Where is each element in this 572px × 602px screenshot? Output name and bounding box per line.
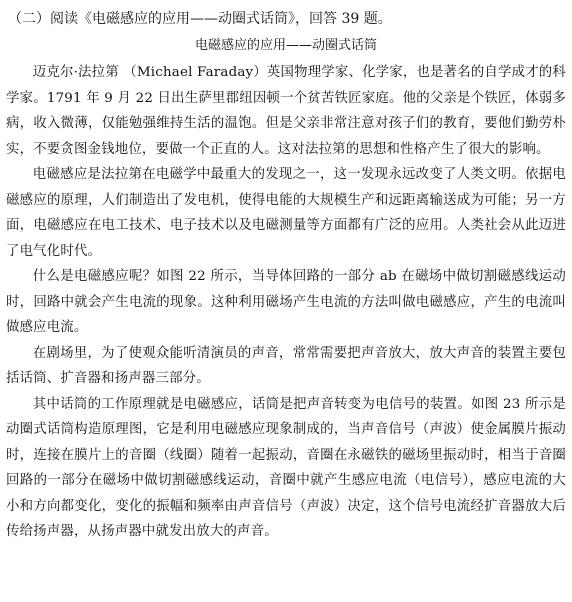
- paragraph-faraday-bio: 迈克尔·法拉第 （Michael Faraday）英国物理学家、化学家，也是著名的自学成才的科学家。1791 年 9 月 22 日出生萨里郡纽因顿一个贫苦铁匠家庭。他的父亲是个铁匠，体弱多病，收入微薄，仅能勉强维持生活的温饱。但是父亲非常注意对孩子们的教育，要他们勤劳朴实，不要贪图金钱地位，要做一个正直的人。这对法拉第的思想和性格产生了很大的影响。: [6, 65, 566, 157]
- paragraph-induction-importance: 电磁感应是法拉第在电磁学中最重大的发现之一，这一发现永远改变了人类文明。依据电磁感应的原理，人们制造出了发电机，使得电能的大规模生产和远距离输送成为可能；另一方面，电磁感应在电工技术、电子技术以及电磁测量等方面都有广泛的应用。人类社会从此迈进了电气化时代。: [6, 167, 566, 259]
- question-heading: （二）阅读《电磁感应的应用——动圈式话筒》，回答 39 题。: [8, 11, 392, 27]
- paragraph-induction-definition: 什么是电磁感应呢？如图 22 所示，当导体回路的一部分 ab 在磁场中做切割磁感线运动时，回路中就会产生电流的现象。这种利用磁场产生电流的方法叫做电磁感应，产生的电流叫做感应电流。: [6, 269, 566, 335]
- paragraph-microphone-principle: 其中话筒的工作原理就是电磁感应，话筒是把声音转变为电信号的装置。如图 23 所示是动圈式话筒构造原理图，它是利用电磁感应现象制成的，当声音信号（声波）使金属膜片振动时，连接在膜片上的音圈（线圈）随着一起振动，音圈在永磁铁的磁场里振动时，相当于音圈回路的一部分在磁场中做切割磁感线运动，音圈中就产生感应电流（电信号），感应电流的大小和方向都变化，变化的振幅和频率由声音信号（声波）决定，这个信号电流经扩音器放大后传给扬声器，从扬声器中就发出放大的声音。: [6, 396, 566, 539]
- article-title: 电磁感应的应用——动圈式话筒: [194, 38, 377, 53]
- paragraph-theater-amplification: 在剧场里，为了使观众能听清演员的声音，常常需要把声音放大，放大声音的装置主要包括话筒、扩音器和扬声器三部分。: [6, 345, 566, 386]
